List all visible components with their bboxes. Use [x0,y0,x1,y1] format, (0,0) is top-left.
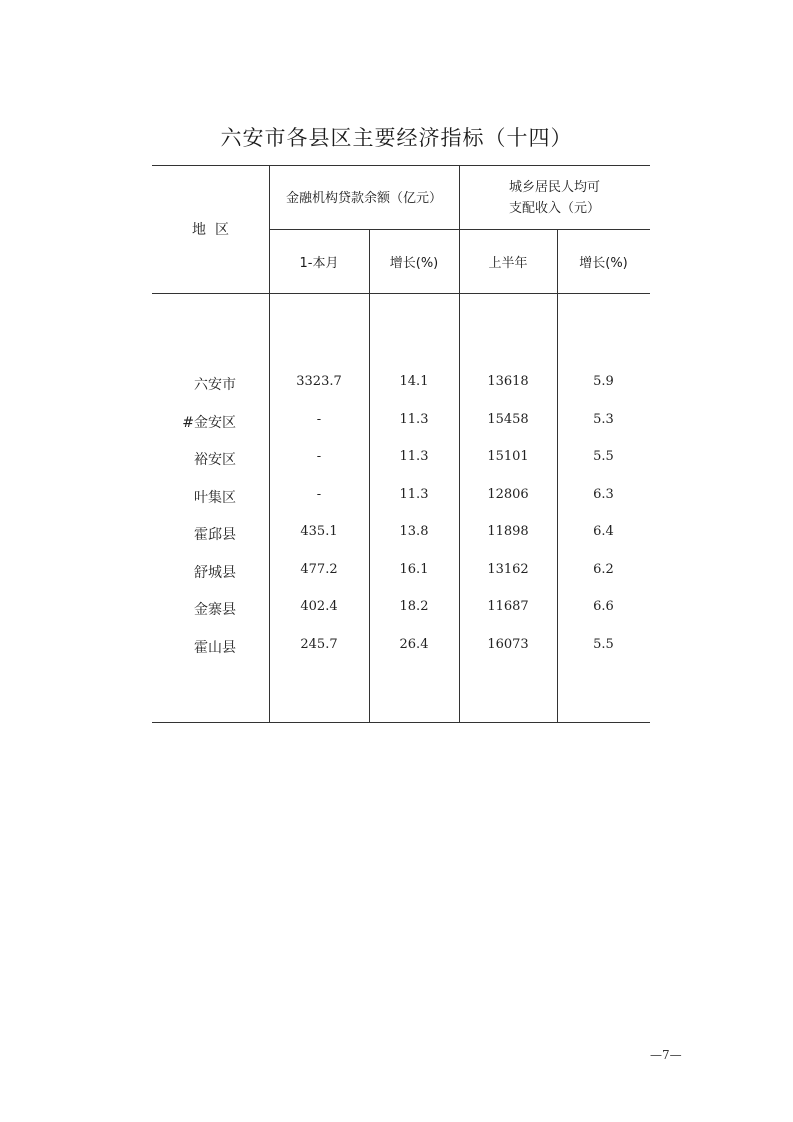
region-name: 霍山县 [194,639,236,656]
loan-growth-value: 11.3 [399,486,429,502]
table-bottom-rule [152,722,650,723]
header-bottom-rule [152,293,650,294]
income-growth-value: 5.9 [593,374,614,389]
income-value: 12806 [487,486,529,502]
region-name: 裕安区 [194,452,236,468]
region-header: 地 区 [192,222,229,238]
region-name: #金安区 [182,414,236,431]
loan-growth-value: 18.2 [399,599,429,614]
region-name: 叶集区 [194,489,236,506]
region-name: 六安市 [194,377,236,393]
loan-balance-value: 3323.7 [296,374,342,389]
income-value: 15101 [487,449,529,464]
loan-balance-value: - [316,449,322,464]
region-name: 霍邱县 [194,527,236,543]
income-value: 13162 [487,561,529,577]
loan-balance-value: - [316,486,322,502]
loan-growth-value: 14.1 [399,374,429,389]
col-header-ytd: 1-本月 [299,256,339,271]
income-header-line1: 城乡居民人均可 [508,180,600,195]
table-top-rule [152,165,650,166]
income-value: 13618 [487,374,529,389]
loan-growth-value: 11.3 [399,411,429,427]
loan-balance-value: 245.7 [300,636,338,652]
loan-balance-header: 金融机构贷款余额（亿元） [285,191,442,206]
region-name: 舒城县 [194,564,236,581]
income-growth-value: 6.3 [593,486,614,502]
income-header-line2: 支配收入（元） [508,201,600,216]
loan-growth-value: 11.3 [399,449,429,464]
income-growth-value: 6.2 [593,561,614,577]
income-growth-value: 6.4 [593,524,614,539]
income-growth-value: 6.6 [593,599,614,614]
loan-balance-value: - [316,411,322,427]
loan-growth-value: 13.8 [399,524,429,539]
income-growth-value: 5.3 [593,411,614,427]
col-header-loan-growth: 增长(%) [389,256,439,271]
loan-growth-value: 26.4 [399,636,429,652]
loan-balance-value: 477.2 [300,561,338,577]
col-header-income-growth: 增长(%) [579,256,628,271]
page-title: 六安市各县区主要经济指标（十四） [220,126,573,150]
region-name: 金寨县 [194,602,236,618]
income-value: 16073 [487,636,529,652]
loan-balance-value: 402.4 [300,599,338,614]
col-header-half-year: 上半年 [488,256,528,271]
loan-growth-value: 16.1 [399,561,429,577]
income-growth-value: 5.5 [593,636,614,652]
income-growth-value: 5.5 [593,449,614,464]
income-value: 11687 [487,599,529,614]
income-value: 11898 [487,524,529,539]
page-number: —7— [650,1048,682,1062]
loan-balance-value: 435.1 [300,524,338,539]
income-value: 15458 [487,411,529,427]
